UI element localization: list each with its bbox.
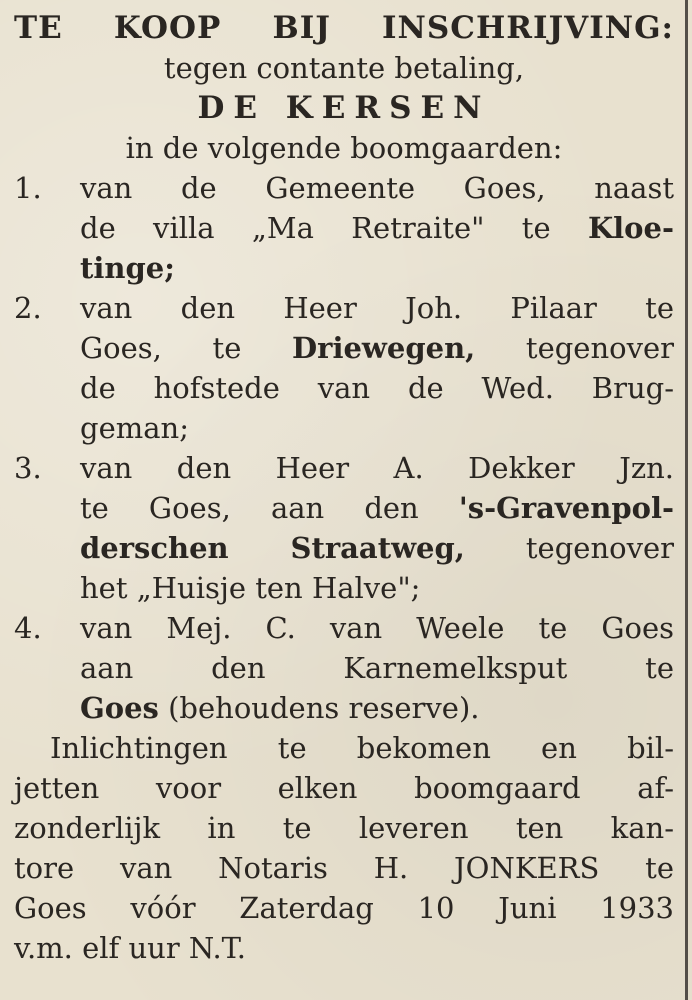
- advertisement: [14, 8, 674, 968]
- item-line: van de Gemeente Goes, naast: [80, 171, 674, 205]
- subline: tegen contante betaling,: [163, 51, 525, 85]
- item-line: derschen Straatweg, tegenover: [80, 531, 674, 565]
- item-line: de hofstede van de Wed. Brug-: [80, 371, 674, 405]
- intro-line: in de volgende boomgaarden:: [125, 131, 563, 165]
- item-line: van den Heer A. Dekker Jzn.: [80, 451, 674, 485]
- closing-line: jetten voor elken boomgaard af-: [14, 771, 674, 805]
- item-line: aan den Karnemelksput te: [80, 651, 674, 685]
- column-rule: [685, 0, 688, 1000]
- item-number: 4.: [14, 611, 42, 645]
- item-line: Goes, te Driewegen, tegenover: [80, 331, 674, 365]
- item-number: 3.: [14, 451, 42, 485]
- closing-line: Inlichtingen te bekomen en bil-: [50, 731, 674, 765]
- headline: TE KOOP BIJ INSCHRIJVING:: [14, 10, 674, 46]
- closing-line: tore van Notaris H. JONKERS te: [14, 851, 674, 885]
- closing-line: Goes vóór Zaterdag 10 Juni 1933: [14, 891, 674, 925]
- item-line: geman;: [80, 411, 189, 445]
- item-line: het „Huisje ten Halve";: [80, 571, 421, 605]
- item-line: te Goes, aan den 's-Gravenpol-: [80, 491, 674, 525]
- subject-title: DE KERSEN: [197, 90, 491, 126]
- item-line: van den Heer Joh. Pilaar te: [80, 291, 674, 325]
- item-number: 2.: [14, 291, 42, 325]
- item-line: de villa „Ma Retraite" te Kloe-: [80, 211, 674, 245]
- item-line: tinge;: [80, 251, 175, 285]
- item-line: Goes (behoudens reserve).: [80, 691, 480, 725]
- list-item: [14, 448, 674, 608]
- item-number: 1.: [14, 171, 42, 205]
- closing-line: zonderlijk in te leveren ten kan-: [14, 811, 674, 845]
- list-item: [14, 168, 674, 288]
- list-item: [14, 288, 674, 448]
- closing-line: v.m. elf uur N.T.: [14, 931, 246, 965]
- list-item: [14, 608, 674, 728]
- item-line: van Mej. C. van Weele te Goes: [80, 611, 674, 645]
